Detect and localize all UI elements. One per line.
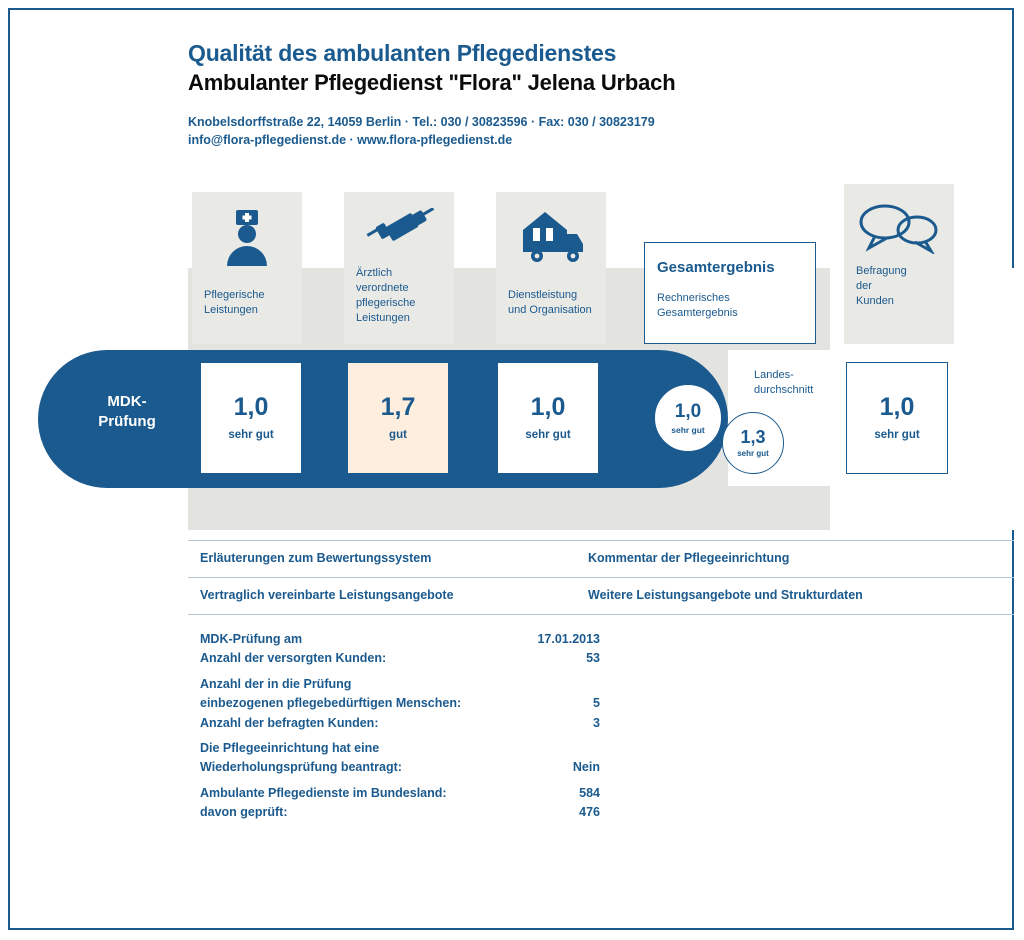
fact-value: 17.01.2013 xyxy=(537,632,600,646)
fact-label: Ambulante Pflegedienste im Bundesland: xyxy=(200,785,447,800)
mdk-label: MDK- Prüfung xyxy=(98,393,156,430)
score-value: 1,0 xyxy=(879,393,915,421)
fact-value: 5 xyxy=(593,695,600,710)
category-label: Dienstleistung und Organisation xyxy=(508,289,592,316)
category-label: Ärztlich verordnete pflegerische Leistungen xyxy=(356,267,416,324)
state-average-circle xyxy=(722,412,784,474)
fact-value: 476 xyxy=(579,805,600,819)
overall-score-circle xyxy=(654,384,722,452)
link-row xyxy=(188,540,1014,578)
report-header xyxy=(188,40,978,149)
table-row xyxy=(200,714,600,733)
category-label: Befragung der Kunden xyxy=(856,265,907,307)
link-section xyxy=(188,540,1014,615)
score-value: 1,0 xyxy=(233,393,269,421)
nurse-icon xyxy=(220,208,274,273)
overall-score-word: sehr gut xyxy=(671,424,705,435)
overall-result-title: Gesamtergebnis xyxy=(657,259,775,276)
category-card-aerztlich-verordnete-leistungen xyxy=(344,192,454,344)
overall-score-value: 1,0 xyxy=(674,400,702,422)
fact-label: Die Pflegeeinrichtung hat eine Wiederholungsprüfung beantragt: xyxy=(200,740,402,775)
table-row xyxy=(200,649,600,668)
category-card-dienstleistung-organisation xyxy=(496,192,606,344)
speech-bubbles-icon xyxy=(857,200,941,259)
score-word: gut xyxy=(389,429,407,441)
link-weitere-leistungsangebote[interactable]: Weitere Leistungsangebote und Strukturdaten xyxy=(588,588,863,602)
fact-value: Nein xyxy=(572,759,600,774)
fact-label: MDK-Prüfung am xyxy=(200,632,303,646)
link-row xyxy=(188,578,1014,615)
report-page xyxy=(8,8,1014,930)
table-row xyxy=(200,803,600,822)
overall-result-subtitle: Rechnerisches Gesamtergebnis xyxy=(657,292,738,319)
facts-table xyxy=(200,630,600,822)
state-average-label: Landes- durchschnitt xyxy=(754,369,814,396)
link-erlaeuterungen[interactable]: Erläuterungen zum Bewertungssystem xyxy=(200,551,432,565)
score-word: sehr gut xyxy=(874,429,920,441)
overall-result-box xyxy=(644,242,816,344)
fact-label: Anzahl der befragten Kunden: xyxy=(200,715,379,730)
page-title: Qualität des ambulanten Pflegedienstes xyxy=(188,40,617,66)
score-word: sehr gut xyxy=(228,429,274,441)
category-card-befragung-der-kunden xyxy=(844,184,954,344)
fact-label: Anzahl der versorgten Kunden: xyxy=(200,651,387,666)
table-row xyxy=(200,675,600,714)
state-average-value: 1,3 xyxy=(740,427,766,447)
table-row xyxy=(200,739,600,778)
link-kommentar[interactable]: Kommentar der Pflegeeinrichtung xyxy=(588,551,790,565)
score-tile-pflegerische-leistungen xyxy=(200,362,302,474)
state-average-word: sehr gut xyxy=(737,449,769,458)
contact-info xyxy=(188,113,978,149)
fact-label: davon geprüft: xyxy=(200,805,288,819)
fact-value: 3 xyxy=(593,715,600,730)
score-tile-dienstleistung-organisation xyxy=(497,362,599,474)
category-label: Pflegerische Leistungen xyxy=(204,289,265,316)
score-value: 1,7 xyxy=(380,393,416,421)
table-row xyxy=(200,630,600,649)
facility-name: Ambulanter Pflegedienst "Flora" Jelena Urbach xyxy=(188,69,676,95)
fact-label: Anzahl der in die Prüfung einbezogenen pflegebedürftigen Menschen: xyxy=(200,676,462,711)
score-value: 1,0 xyxy=(530,393,566,421)
van-icon xyxy=(515,208,587,271)
address-line-1: Knobelsdorffstraße 22, 14059 Berlin · Tel.: 030 / 30823596 · Fax: 030 / 30823179 xyxy=(188,115,655,130)
score-tile-aerztlich-verordnete-leistungen xyxy=(347,362,449,474)
syringe-icon xyxy=(362,208,436,261)
link-vertraglich-vereinbarte[interactable]: Vertraglich vereinbarte Leistungsangebote xyxy=(200,588,454,602)
score-word: sehr gut xyxy=(525,429,571,441)
category-card-pflegerische-leistungen xyxy=(192,192,302,344)
address-line-2: info@flora-pflegedienst.de · www.flora-pflegedienst.de xyxy=(188,133,513,148)
fact-value: 53 xyxy=(586,651,600,666)
table-row xyxy=(200,784,600,803)
score-tile-befragung-der-kunden xyxy=(846,362,948,474)
fact-value: 584 xyxy=(579,785,600,800)
